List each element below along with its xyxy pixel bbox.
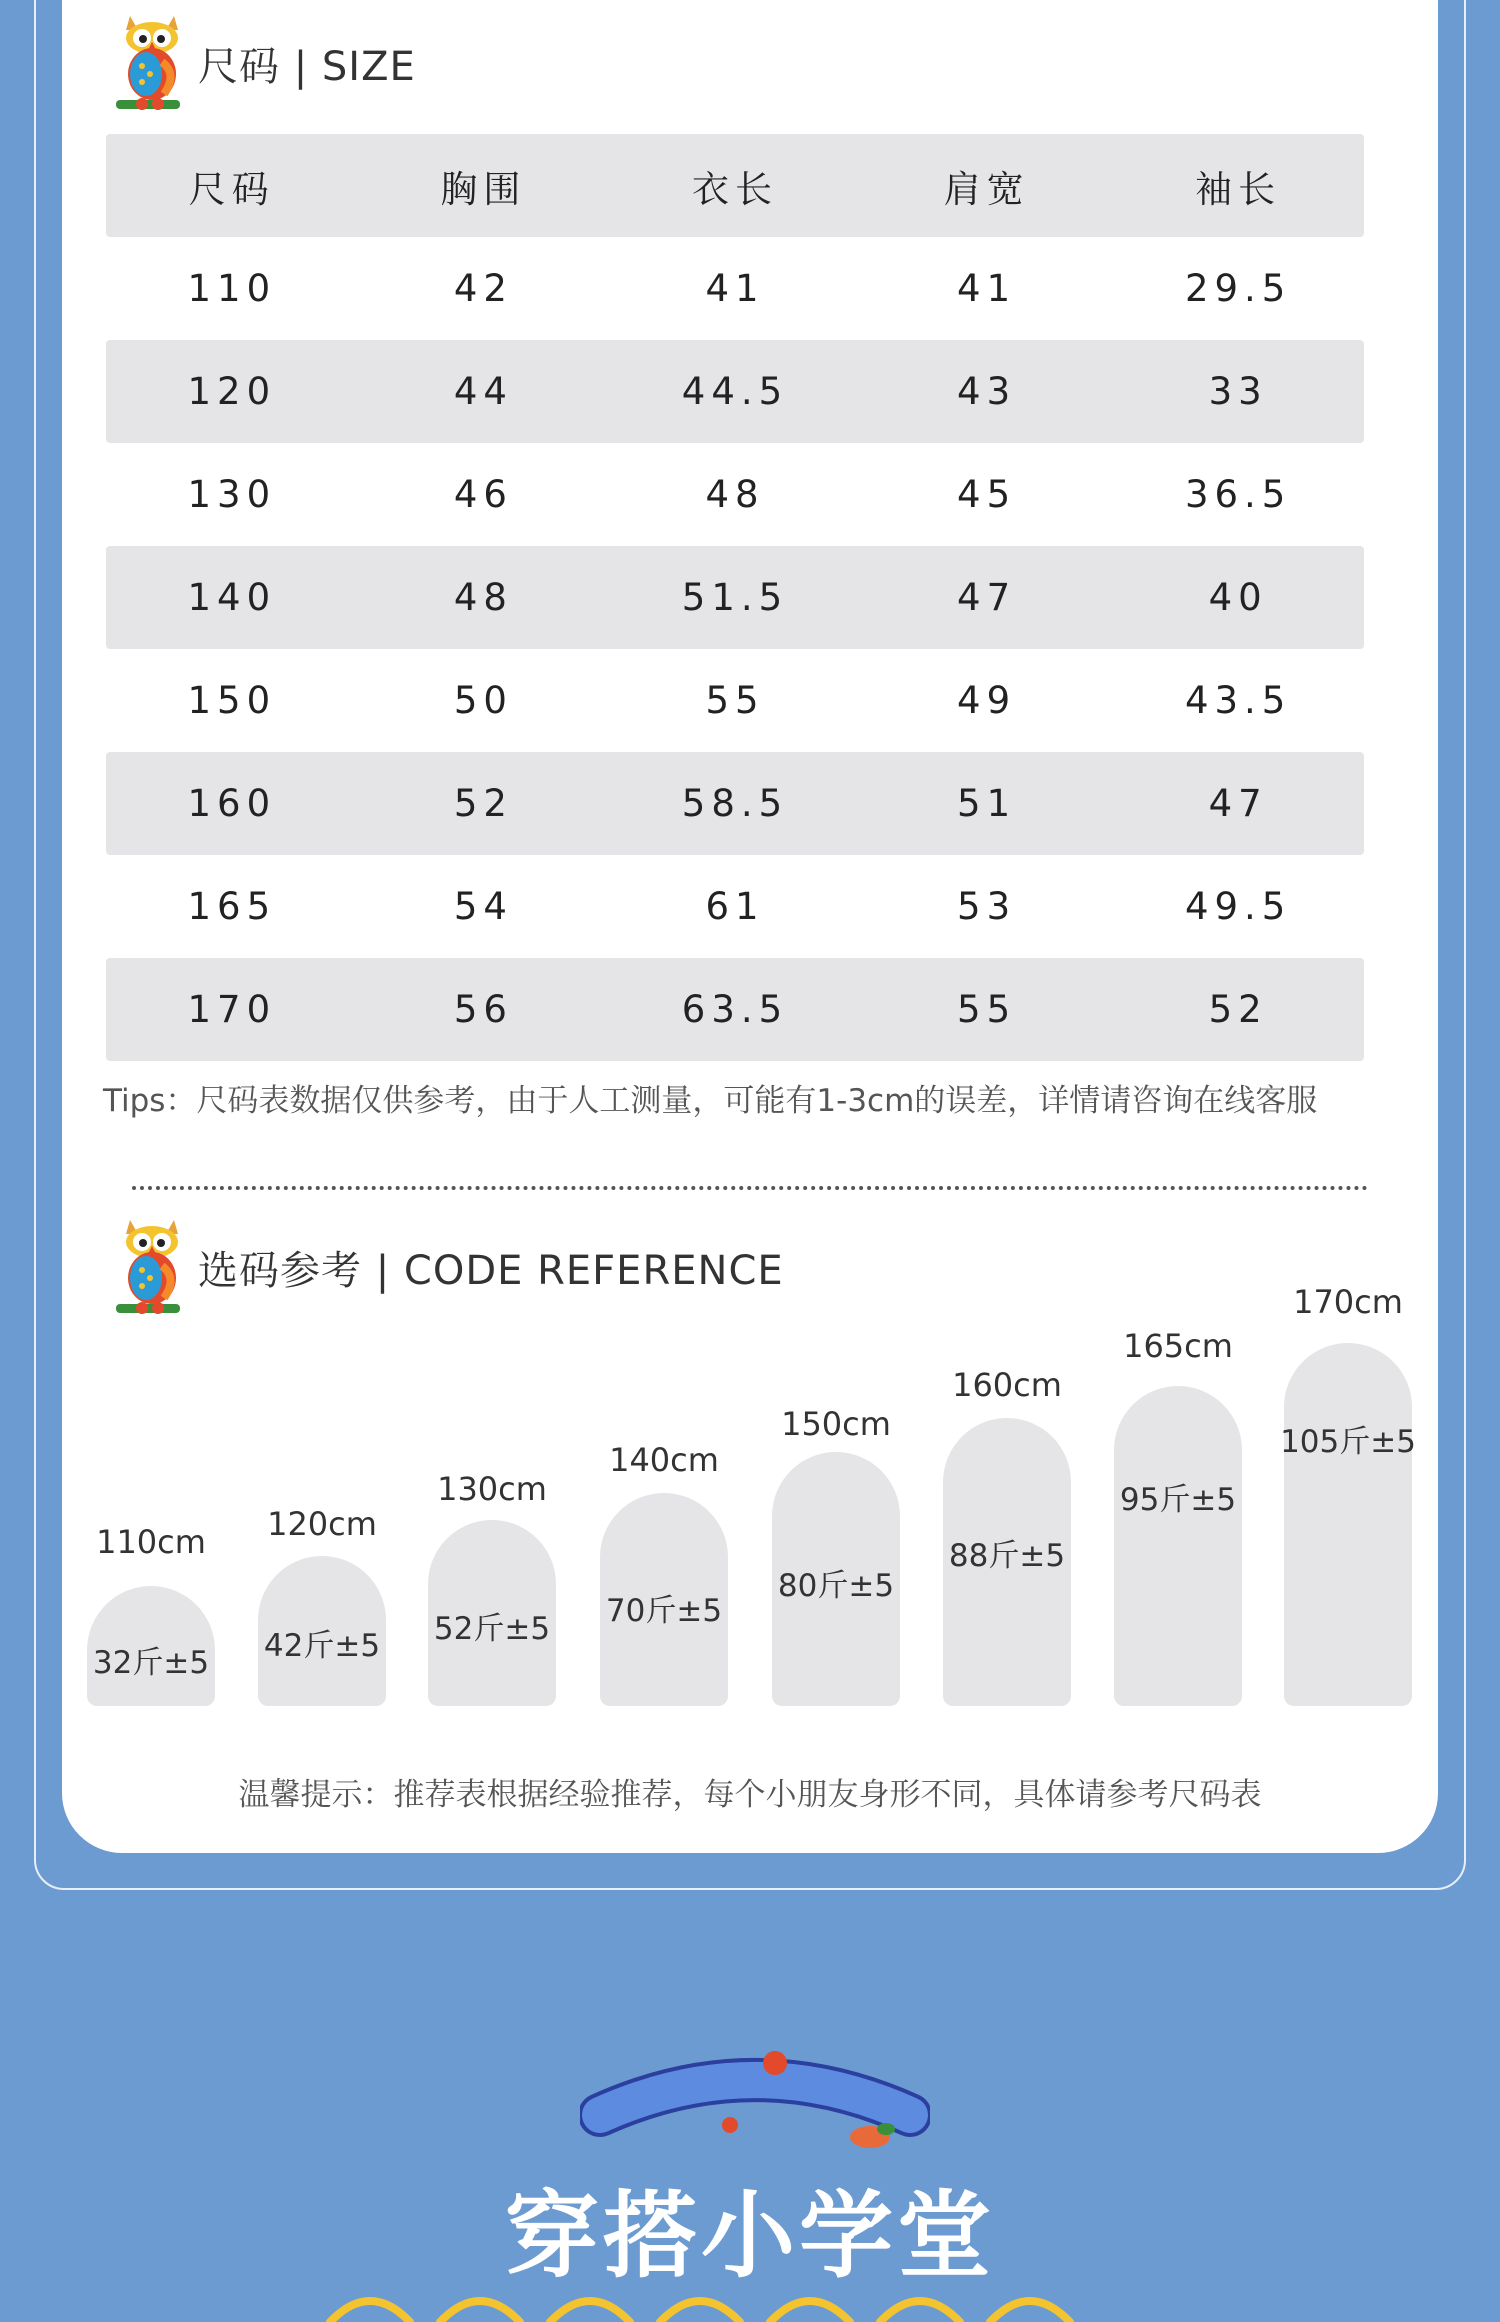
table-row — [106, 958, 1364, 1061]
table-cell: 165 — [187, 885, 277, 928]
table-cell: 36.5 — [1184, 473, 1292, 516]
table-cell: 40 — [1208, 576, 1268, 619]
height-label: 150cm — [781, 1405, 891, 1443]
table-cell: 53 — [957, 885, 1017, 928]
table-row — [106, 340, 1364, 443]
height-label: 130cm — [437, 1470, 547, 1508]
table-cell: 170 — [187, 988, 277, 1031]
weight-label: 80斤±5 — [777, 1568, 895, 1604]
height-label: 170cm — [1293, 1283, 1403, 1321]
column-header: 袖长 — [1195, 167, 1282, 211]
brand-logo — [580, 2025, 930, 2155]
reference-section-header — [112, 1212, 784, 1322]
table-cell: 47 — [1208, 782, 1268, 825]
height-label: 165cm — [1123, 1327, 1233, 1365]
table-row — [106, 443, 1364, 546]
table-cell: 44.5 — [681, 370, 789, 413]
table-cell: 43 — [957, 370, 1017, 413]
table-cell: 51.5 — [681, 576, 789, 619]
section-divider — [132, 1186, 1368, 1190]
table-cell: 29.5 — [1184, 267, 1292, 310]
weight-label: 70斤±5 — [605, 1593, 723, 1629]
table-cell: 52 — [453, 782, 513, 825]
height-label: 140cm — [609, 1441, 719, 1479]
footer-title: 穿搭小学堂 — [504, 2182, 995, 2291]
column-header: 肩宽 — [943, 167, 1030, 211]
height-label: 160cm — [952, 1366, 1062, 1404]
table-cell: 44 — [453, 370, 513, 413]
reference-pill — [1284, 1343, 1412, 1706]
size-section-title: 尺码 | SIZE — [198, 43, 416, 90]
table-cell: 55 — [705, 679, 765, 722]
table-header-row — [106, 134, 1364, 237]
table-row — [106, 649, 1364, 752]
size-tips: Tips：尺码表数据仅供参考，由于人工测量，可能有1-3cm的误差，详情请咨询在线客服 — [103, 1083, 1318, 1119]
reference-pill — [1114, 1386, 1242, 1706]
weight-label: 52斤±5 — [433, 1611, 551, 1647]
table-cell: 41 — [957, 267, 1017, 310]
column-header: 尺码 — [188, 167, 275, 211]
table-cell: 55 — [957, 988, 1017, 1031]
column-header: 衣长 — [691, 167, 778, 211]
table-cell: 46 — [453, 473, 513, 516]
table-cell: 160 — [187, 782, 277, 825]
table-row — [106, 237, 1364, 340]
table-cell: 130 — [187, 473, 277, 516]
size-table — [106, 134, 1364, 1061]
table-cell: 50 — [453, 679, 513, 722]
table-row — [106, 855, 1364, 958]
reference-hint: 温馨提示：推荐表根据经验推荐，每个小朋友身形不同，具体请参考尺码表 — [238, 1777, 1262, 1813]
table-cell: 150 — [187, 679, 277, 722]
weight-label: 88斤±5 — [948, 1538, 1066, 1574]
height-label: 110cm — [96, 1523, 206, 1561]
table-cell: 48 — [705, 473, 765, 516]
table-cell: 49 — [957, 679, 1017, 722]
brand-logo-mark — [580, 2025, 930, 2155]
table-cell: 49.5 — [1184, 885, 1292, 928]
table-cell: 61 — [705, 885, 765, 928]
wave-decoration — [300, 2280, 1200, 2322]
table-cell: 110 — [187, 267, 277, 310]
weight-label: 105斤±5 — [1280, 1424, 1416, 1460]
table-cell: 51 — [957, 782, 1017, 825]
column-header: 胸围 — [440, 167, 527, 211]
table-row — [106, 752, 1364, 855]
table-cell: 45 — [957, 473, 1017, 516]
table-cell: 48 — [453, 576, 513, 619]
table-cell: 58.5 — [681, 782, 789, 825]
table-cell: 33 — [1208, 370, 1268, 413]
table-cell: 140 — [187, 576, 277, 619]
table-cell: 47 — [957, 576, 1017, 619]
table-cell: 63.5 — [681, 988, 789, 1031]
weight-label: 32斤±5 — [92, 1645, 210, 1681]
weight-label: 95斤±5 — [1119, 1482, 1237, 1518]
owl-icon — [112, 1212, 192, 1322]
table-cell: 56 — [453, 988, 513, 1031]
owl-icon — [112, 8, 192, 118]
table-cell: 41 — [705, 267, 765, 310]
table-cell: 54 — [453, 885, 513, 928]
table-cell: 52 — [1208, 988, 1268, 1031]
table-cell: 43.5 — [1184, 679, 1292, 722]
table-cell: 42 — [453, 267, 513, 310]
height-label: 120cm — [267, 1505, 377, 1543]
weight-label: 42斤±5 — [263, 1628, 381, 1664]
reference-section-title: 选码参考 | CODE REFERENCE — [198, 1247, 784, 1294]
table-row — [106, 546, 1364, 649]
table-cell: 120 — [187, 370, 277, 413]
size-section-header — [112, 8, 416, 118]
